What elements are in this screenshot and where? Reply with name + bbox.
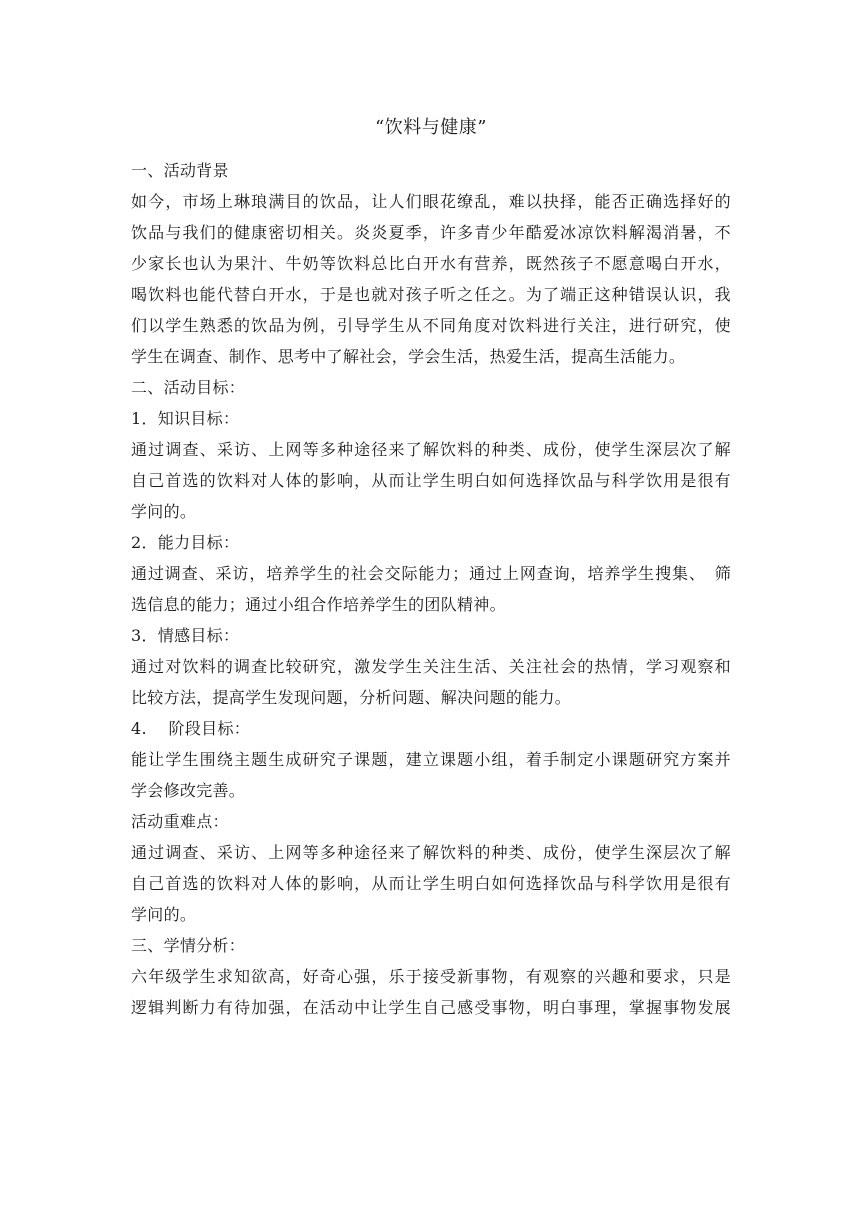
- paragraph-line: 六年级学生求知欲高，好奇心强，乐于接受新事物，有观察的兴趣和要求，只是: [131, 967, 731, 986]
- paragraph-line: 通过调查、采访，培养学生的社会交际能力；通过上网查询，培养学生搜集、 筛: [131, 564, 731, 583]
- paragraph-line: 饮品与我们的健康密切相关。炎炎夏季，许多青少年酷爱冰凉饮料解渴消暑，不: [131, 223, 731, 242]
- subheading-ability-goal: 2．能力目标：: [131, 533, 240, 552]
- paragraph-line: 学会修改完善。: [131, 781, 246, 800]
- paragraph-line: 选信息的能力；通过小组合作培养学生的团队精神。: [131, 595, 506, 614]
- section-heading-goals: 二、活动目标：: [131, 378, 246, 397]
- paragraph-line: 能让学生围绕主题生成研究子课题，建立课题小组，着手制定小课题研究方案并: [131, 750, 731, 769]
- paragraph-line: 比较方法，提高学生发现问题，分析问题、解决问题的能力。: [131, 688, 572, 707]
- subheading-stage-goal: 4. 阶段目标：: [131, 719, 251, 738]
- subheading-knowledge-goal: 1．知识目标：: [131, 409, 240, 428]
- paragraph-line: 通过调查、采访、上网等多种途径来了解饮料的种类、成份，使学生深层次了解: [131, 440, 731, 459]
- paragraph-line: 学生在调查、制作、思考中了解社会，学会生活，热爱生活，提高生活能力。: [131, 347, 686, 366]
- paragraph-line: 自己首选的饮料对人体的影响，从而让学生明白如何选择饮品与科学饮用是很有: [131, 471, 731, 490]
- document-title: “饮料与健康”: [375, 117, 487, 138]
- paragraph-line: 喝饮料也能代替白开水，于是也就对孩子听之任之。为了端正这种错误认识，我: [131, 285, 731, 304]
- subheading-emotion-goal: 3．情感目标：: [131, 626, 240, 645]
- section-heading-background: 一、活动背景: [131, 161, 229, 180]
- paragraph-line: 们以学生熟悉的饮品为例，引导学生从不同角度对饮料进行关注，进行研究，使: [131, 316, 731, 335]
- paragraph-line: 自己首选的饮料对人体的影响，从而让学生明白如何选择饮品与科学饮用是很有: [131, 874, 731, 893]
- section-heading-student-analysis: 三、学情分析：: [131, 936, 246, 955]
- paragraph-line: 逻辑判断力有待加强，在活动中让学生自己感受事物，明白事理，掌握事物发展: [131, 998, 731, 1017]
- subheading-key-difficulties: 活动重难点：: [131, 812, 229, 831]
- paragraph-line: 通过对饮料的调查比较研究，激发学生关注生活、关注社会的热情，学习观察和: [131, 657, 731, 676]
- paragraph-line: 少家长也认为果汁、牛奶等饮料总比白开水有营养，既然孩子不愿意喝白开水，: [131, 254, 731, 273]
- paragraph-line: 通过调查、采访、上网等多种途径来了解饮料的种类、成份，使学生深层次了解: [131, 843, 731, 862]
- document-body: [131, 155, 731, 1023]
- paragraph-line: 如今，市场上琳琅满目的饮品，让人们眼花缭乱，难以抉择，能否正确选择好的: [131, 192, 731, 211]
- paragraph-line: 学问的。: [131, 905, 197, 924]
- paragraph-line: 学问的。: [131, 502, 197, 521]
